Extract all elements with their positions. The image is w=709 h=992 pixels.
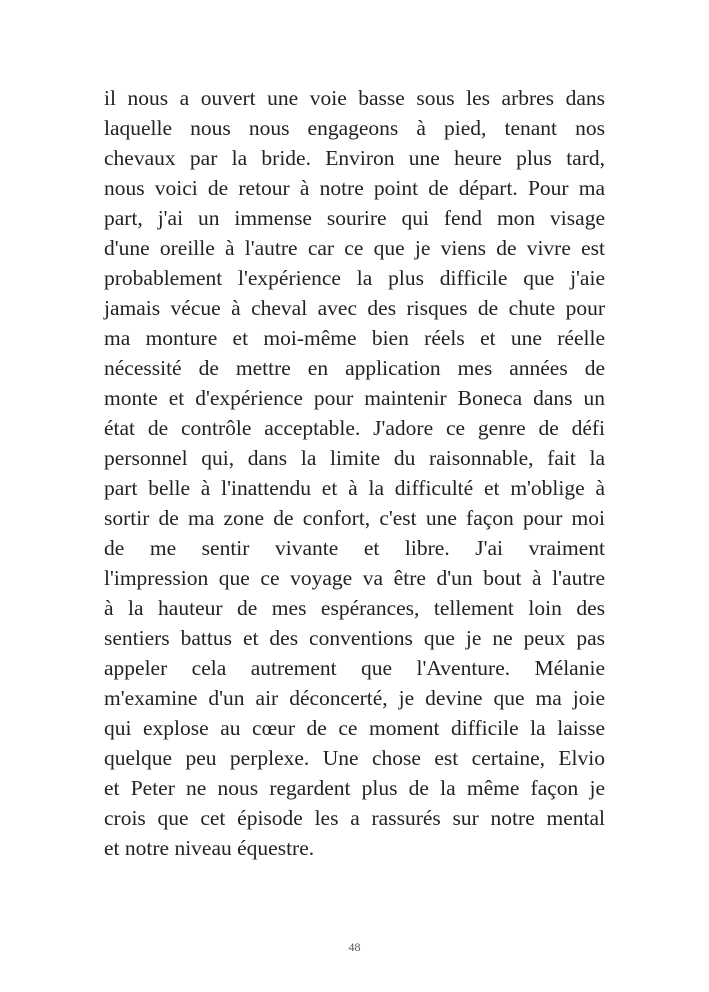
text-line: nous voici de retour à notre point de départ. Pour ma (104, 176, 605, 200)
text-line: part, j'ai un immense sourire qui fend mon visage (104, 206, 605, 230)
text-line: sortir de ma zone de confort, c'est une façon pour moi (104, 506, 605, 530)
text-line: état de contrôle acceptable. J'adore ce genre de défi (104, 416, 605, 440)
text-line-last: et notre niveau équestre. (104, 836, 315, 860)
text-line: à la hauteur de mes espérances, tellement loin des (104, 596, 605, 620)
text-line: appeler cela autrement que l'Aventure. Mélanie (104, 656, 605, 680)
text-line: jamais vécue à cheval avec des risques de chute pour (104, 296, 605, 320)
text-line: sentiers battus et des conventions que je ne peux pas (104, 626, 605, 650)
body-text (104, 83, 605, 863)
text-line: m'examine d'un air déconcerté, je devine que ma joie (104, 686, 605, 710)
text-line: crois que cet épisode les a rassurés sur notre mental (104, 806, 605, 830)
text-line: quelque peu perplexe. Une chose est certaine, Elvio (104, 746, 605, 770)
text-line: ma monture et moi-même bien réels et une réelle (104, 326, 605, 350)
text-line: laquelle nous nous engageons à pied, tenant nos (104, 116, 605, 140)
text-line: personnel qui, dans la limite du raisonnable, fait la (104, 446, 605, 470)
text-line: nécessité de mettre en application mes années de (104, 356, 605, 380)
text-line: d'une oreille à l'autre car ce que je viens de vivre est (104, 236, 605, 260)
text-line: part belle à l'inattendu et à la difficulté et m'oblige à (104, 476, 605, 500)
text-line: il nous a ouvert une voie basse sous les arbres dans (104, 86, 605, 110)
text-line: l'impression que ce voyage va être d'un bout à l'autre (104, 566, 605, 590)
text-line: et Peter ne nous regardent plus de la même façon je (104, 776, 605, 800)
text-line: probablement l'expérience la plus difficile que j'aie (104, 266, 605, 290)
text-line: qui explose au cœur de ce moment difficile la laisse (104, 716, 605, 740)
text-line: de me sentir vivante et libre. J'ai vraiment (104, 536, 605, 560)
page-number: 48 (348, 940, 361, 954)
text-line: monte et d'expérience pour maintenir Boneca dans un (104, 386, 605, 410)
text-line: chevaux par la bride. Environ une heure plus tard, (104, 146, 605, 170)
